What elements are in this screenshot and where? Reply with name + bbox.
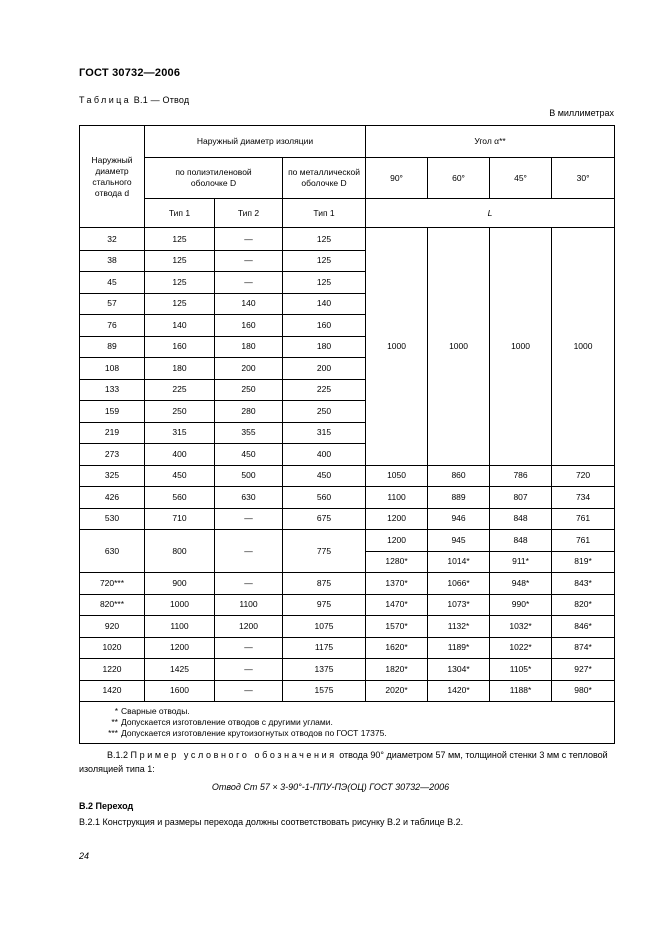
table-cell: — — [215, 637, 283, 659]
table-cell-length: 1000 — [552, 228, 615, 466]
table-cell: 315 — [283, 422, 366, 444]
table-row — [80, 508, 615, 530]
table-cell: 1370* — [366, 573, 428, 595]
table-cell: 180 — [283, 336, 366, 358]
table-cell: — — [215, 659, 283, 681]
table-cell: 200 — [283, 358, 366, 380]
table-cell: 225 — [283, 379, 366, 401]
table-b1 — [79, 125, 615, 744]
table-cell: 800 — [145, 530, 215, 573]
table-cell: 1420* — [428, 680, 490, 702]
table-cell-length: 1000 — [428, 228, 490, 466]
table-cell: 1132* — [428, 616, 490, 638]
table-cell: 1420 — [80, 680, 145, 702]
table-cell: 630 — [215, 487, 283, 509]
table-cell: 160 — [283, 315, 366, 337]
table-cell: 1073* — [428, 594, 490, 616]
head-metal-sheath: по металлической оболочке D — [283, 158, 366, 199]
table-cell: 1620* — [366, 637, 428, 659]
table-cell: 786 — [490, 465, 552, 487]
table-cell: 426 — [80, 487, 145, 509]
head-insulation-diameter: Наружный диаметр изоляции — [145, 126, 366, 158]
table-cell: 1220 — [80, 659, 145, 681]
head-type2: Тип 2 — [215, 199, 283, 228]
table-notes — [80, 702, 615, 744]
table-cell: 1375 — [283, 659, 366, 681]
table-cell: 848 — [490, 530, 552, 552]
table-caption-number: В.1 — Отвод — [133, 95, 190, 105]
table-cell: 1304* — [428, 659, 490, 681]
section-title-b2: В.2 Переход — [79, 801, 134, 811]
table-cell: 225 — [145, 379, 215, 401]
table-cell: 980* — [552, 680, 615, 702]
table-caption — [79, 95, 189, 105]
table-cell: 1020 — [80, 637, 145, 659]
table-cell: — — [215, 228, 283, 251]
table-note-mark: *** — [108, 728, 118, 738]
table-cell: 125 — [145, 228, 215, 251]
table-cell: — — [215, 530, 283, 573]
table-cell: 76 — [80, 315, 145, 337]
table-row — [80, 616, 615, 638]
table-cell: 1200 — [215, 616, 283, 638]
table-cell: 948* — [490, 573, 552, 595]
table-cell: 450 — [283, 465, 366, 487]
table-cell: 355 — [215, 422, 283, 444]
table-cell: 1188* — [490, 680, 552, 702]
document-header: ГОСТ 30732—2006 — [79, 67, 181, 79]
table-cell: 630 — [80, 530, 145, 573]
table-cell: 710 — [145, 508, 215, 530]
head-angle-90: 90° — [366, 158, 428, 199]
head-angle-45: 45° — [490, 158, 552, 199]
table-cell: 1000 — [145, 594, 215, 616]
table-cell: 975 — [283, 594, 366, 616]
table-cell: 108 — [80, 358, 145, 380]
table-cell: 820* — [552, 594, 615, 616]
table-row — [80, 637, 615, 659]
table-cell: 1200 — [366, 508, 428, 530]
table-cell: — — [215, 573, 283, 595]
table-cell: 874* — [552, 637, 615, 659]
designation-example: Отвод Ст 57 × 3-90°-1-ППУ-ПЭ(ОЦ) ГОСТ 30732—2006 — [211, 782, 450, 792]
table-cell: 927* — [552, 659, 615, 681]
table-cell: 720*** — [80, 573, 145, 595]
table-cell: 1570* — [366, 616, 428, 638]
table-cell: — — [215, 508, 283, 530]
table-cell: 159 — [80, 401, 145, 423]
table-cell: 400 — [145, 444, 215, 466]
table-cell: 560 — [145, 487, 215, 509]
table-cell: 945 — [428, 530, 490, 552]
head-angle-30: 30° — [552, 158, 615, 199]
table-cell: 125 — [145, 272, 215, 294]
table-cell: 1200 — [366, 530, 428, 552]
head-length: L — [366, 199, 615, 228]
table-cell: 1014* — [428, 551, 490, 573]
table-row — [80, 530, 615, 552]
table-cell: 180 — [215, 336, 283, 358]
table-row — [80, 228, 615, 251]
paragraph-b12-number: В.1.2 — [107, 750, 129, 760]
table-cell: 280 — [215, 401, 283, 423]
head-angle: Угол α** — [366, 126, 615, 158]
table-cell: 1050 — [366, 465, 428, 487]
units-note: В миллиметрах — [549, 108, 614, 118]
table-caption-prefix: Таблица — [79, 95, 132, 105]
table-cell: 900 — [145, 573, 215, 595]
table-cell: 89 — [80, 336, 145, 358]
table-cell: 875 — [283, 573, 366, 595]
table-cell: 1100 — [145, 616, 215, 638]
table-cell: 1105* — [490, 659, 552, 681]
head-poly-sheath: по полиэтиленовой оболочке D — [145, 158, 283, 199]
table-cell: — — [215, 272, 283, 294]
table-cell: 1280* — [366, 551, 428, 573]
table-note-text: Допускается изготовление крутоизогнутых отводов по ГОСТ 17375. — [121, 728, 387, 738]
table-cell: 860 — [428, 465, 490, 487]
table-cell: 180 — [145, 358, 215, 380]
page-number: 24 — [79, 851, 90, 861]
table-cell: 560 — [283, 487, 366, 509]
table-cell: 1470* — [366, 594, 428, 616]
table-cell: 990* — [490, 594, 552, 616]
table-cell: 734 — [552, 487, 615, 509]
table-cell: 1425 — [145, 659, 215, 681]
table-cell-length: 1000 — [490, 228, 552, 466]
table-cell: 1022* — [490, 637, 552, 659]
head-type1-metal: Тип 1 — [283, 199, 366, 228]
table-cell: 1200 — [145, 637, 215, 659]
table-cell: 2020* — [366, 680, 428, 702]
table-note — [98, 706, 614, 717]
table-cell: 1575 — [283, 680, 366, 702]
table-cell: 807 — [490, 487, 552, 509]
table-cell: 1032* — [490, 616, 552, 638]
table-cell: 775 — [283, 530, 366, 573]
table-cell: 450 — [145, 465, 215, 487]
table-cell: 820*** — [80, 594, 145, 616]
table-cell: 846* — [552, 616, 615, 638]
table-row — [80, 680, 615, 702]
table-cell: 720 — [552, 465, 615, 487]
table-cell: 250 — [145, 401, 215, 423]
table-note-mark: * — [114, 706, 118, 716]
table-cell: — — [215, 680, 283, 702]
table-cell: 1175 — [283, 637, 366, 659]
table-cell: 160 — [145, 336, 215, 358]
table-cell: 819* — [552, 551, 615, 573]
table-row — [80, 594, 615, 616]
table-cell-length: 1000 — [366, 228, 428, 466]
table-cell: 32 — [80, 228, 145, 251]
table-row — [80, 465, 615, 487]
table-cell: 140 — [215, 293, 283, 315]
table-cell: 200 — [215, 358, 283, 380]
table-cell: 761 — [552, 530, 615, 552]
table-cell: 920 — [80, 616, 145, 638]
table-cell: 761 — [552, 508, 615, 530]
table-row — [80, 573, 615, 595]
table-cell: 133 — [80, 379, 145, 401]
table-cell: 273 — [80, 444, 145, 466]
table-cell: 57 — [80, 293, 145, 315]
table-cell: 125 — [283, 228, 366, 251]
paragraph-b12-spaced: Пример условного обозначения — [130, 750, 337, 760]
table-cell: 125 — [145, 293, 215, 315]
table-cell: 140 — [283, 293, 366, 315]
table-cell: 450 — [215, 444, 283, 466]
table-cell: 315 — [145, 422, 215, 444]
table-cell: 250 — [215, 379, 283, 401]
table-cell: 1189* — [428, 637, 490, 659]
table-row — [80, 487, 615, 509]
table-note — [98, 717, 614, 728]
paragraph-b12-text: отвода 90° диаметром 57 мм, толщиной стенки 3 мм с тепловой изоляцией типа 1: — [79, 750, 608, 774]
head-steel-diameter: Наружный диаметр стального отвода d — [80, 126, 145, 228]
table-cell: 325 — [80, 465, 145, 487]
table-cell: 889 — [428, 487, 490, 509]
table-note-text: Сварные отводы. — [121, 706, 190, 716]
table-cell: 1820* — [366, 659, 428, 681]
table-cell: 500 — [215, 465, 283, 487]
table-cell: 38 — [80, 250, 145, 272]
table-cell: 400 — [283, 444, 366, 466]
table-cell: 160 — [215, 315, 283, 337]
table-cell: 1100 — [366, 487, 428, 509]
paragraph-b21: В.2.1 Конструкция и размеры перехода должны соответствовать рисунку В.2 и таблице В.2. — [79, 817, 464, 827]
table-cell: 1100 — [215, 594, 283, 616]
table-cell: 675 — [283, 508, 366, 530]
table-cell: 1600 — [145, 680, 215, 702]
table-cell: 911* — [490, 551, 552, 573]
table-cell: 219 — [80, 422, 145, 444]
table-cell: 125 — [283, 250, 366, 272]
table-cell: 125 — [145, 250, 215, 272]
table-cell: 250 — [283, 401, 366, 423]
table-cell: 140 — [145, 315, 215, 337]
table-cell: — — [215, 250, 283, 272]
table-cell: 848 — [490, 508, 552, 530]
table-note-mark: ** — [111, 717, 118, 727]
table-cell: 946 — [428, 508, 490, 530]
table-cell: 125 — [283, 272, 366, 294]
head-type1: Тип 1 — [145, 199, 215, 228]
table-cell: 843* — [552, 573, 615, 595]
head-angle-60: 60° — [428, 158, 490, 199]
table-row — [80, 659, 615, 681]
table-cell: 530 — [80, 508, 145, 530]
table-cell: 45 — [80, 272, 145, 294]
table-note — [98, 728, 614, 739]
table-note-text: Допускается изготовление отводов с другими углами. — [121, 717, 333, 727]
table-cell: 1066* — [428, 573, 490, 595]
table-cell: 1075 — [283, 616, 366, 638]
paragraph-b12 — [79, 748, 614, 776]
